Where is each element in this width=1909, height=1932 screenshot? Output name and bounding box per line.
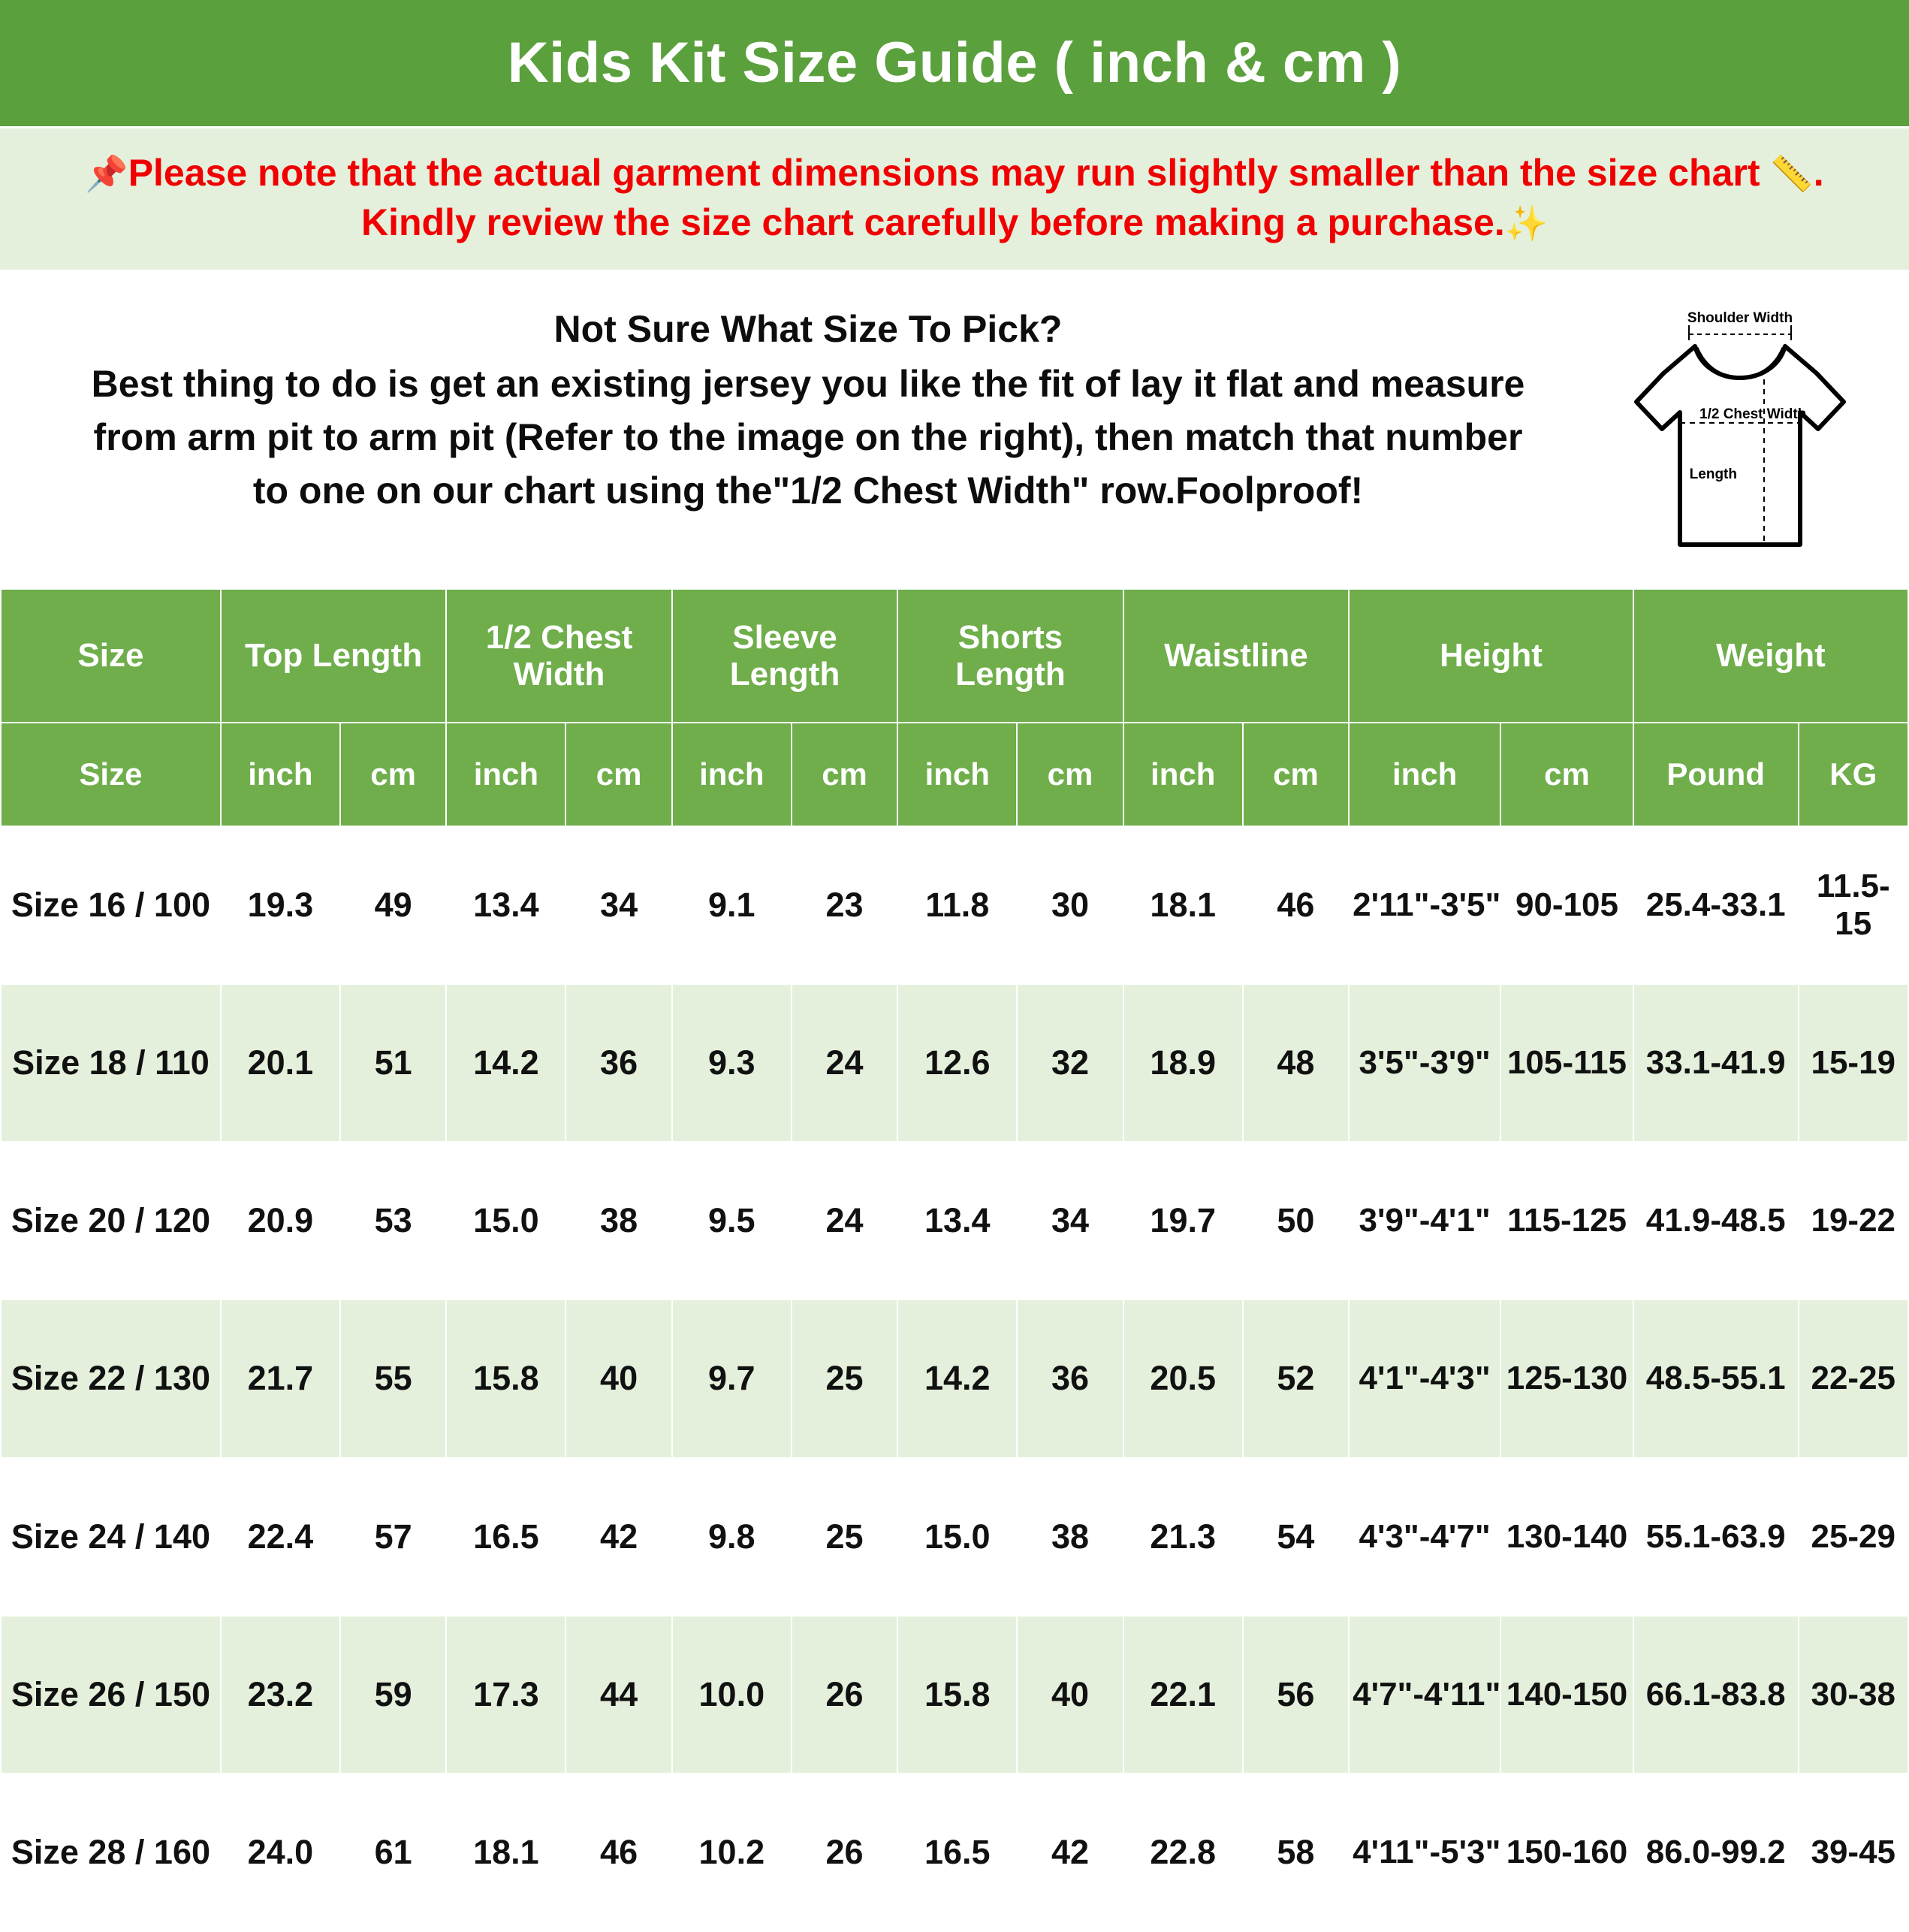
cell-waist-inch: 18.1 [1123, 826, 1243, 984]
cell-chest-inch: 15.0 [446, 1142, 565, 1300]
cell-height-cm: 115-125 [1500, 1142, 1633, 1300]
cell-shorts-inch: 12.6 [897, 984, 1017, 1142]
cell-height-inch: 4'1"-4'3" [1349, 1300, 1500, 1457]
cell-height-cm: 140-150 [1500, 1616, 1633, 1774]
cell-height-inch: 4'7"-4'11" [1349, 1616, 1500, 1774]
cell-sleeve-inch: 9.1 [672, 826, 792, 984]
unit-header-weight-kg: KG [1799, 723, 1908, 826]
cell-size: Size 20 / 120 [1, 1142, 221, 1300]
cell-chest-cm: 42 [565, 1458, 671, 1616]
cell-chest-cm: 40 [565, 1300, 671, 1457]
cell-waist-cm: 50 [1243, 1142, 1349, 1300]
cell-waist-cm: 56 [1243, 1616, 1349, 1774]
cell-weight-kg: 39-45 [1799, 1774, 1908, 1931]
svg-text:Shoulder Width: Shoulder Width [1687, 310, 1793, 326]
table-row [1, 984, 1908, 1142]
cell-chest-cm: 46 [565, 1774, 671, 1931]
sparkles-icon: ✨ [1504, 204, 1549, 243]
unit-header-height-inch: inch [1349, 723, 1500, 826]
cell-height-inch: 4'11"-5'3" [1349, 1774, 1500, 1931]
cell-height-inch: 3'9"-4'1" [1349, 1142, 1500, 1300]
unit-header-sleeve-cm: cm [792, 723, 897, 826]
unit-header-top-length-inch: inch [221, 723, 340, 826]
cell-shorts-inch: 16.5 [897, 1774, 1017, 1931]
table-body [1, 826, 1908, 1931]
size-chart-table [0, 588, 1909, 1932]
col-group-height: Height [1349, 589, 1633, 723]
cell-height-cm: 105-115 [1500, 984, 1633, 1142]
cell-weight-kg: 19-22 [1799, 1142, 1908, 1300]
col-group-top-length: Top Length [221, 589, 446, 723]
cell-waist-inch: 21.3 [1123, 1458, 1243, 1616]
cell-shorts-inch: 11.8 [897, 826, 1017, 984]
cell-top-length-cm: 53 [340, 1142, 446, 1300]
unit-header-top-length-cm: cm [340, 723, 446, 826]
cell-sleeve-inch: 10.0 [672, 1616, 792, 1774]
cell-chest-cm: 44 [565, 1616, 671, 1774]
cell-shorts-cm: 38 [1017, 1458, 1123, 1616]
cell-top-length-inch: 23.2 [221, 1616, 340, 1774]
table-row [1, 1300, 1908, 1457]
unit-header-shorts-inch: inch [897, 723, 1017, 826]
cell-size: Size 16 / 100 [1, 826, 221, 984]
cell-waist-cm: 52 [1243, 1300, 1349, 1457]
cell-sleeve-inch: 9.3 [672, 984, 792, 1142]
cell-top-length-cm: 59 [340, 1616, 446, 1774]
info-line-1: Not Sure What Size To Pick? [553, 308, 1063, 350]
cell-waist-inch: 22.8 [1123, 1774, 1243, 1931]
cell-weight-pound: 48.5-55.1 [1633, 1300, 1799, 1457]
unit-header-shorts-cm: cm [1017, 723, 1123, 826]
cell-height-cm: 90-105 [1500, 826, 1633, 984]
cell-sleeve-inch: 9.7 [672, 1300, 792, 1457]
unit-header-height-cm: cm [1500, 723, 1633, 826]
warning-note-text-1: Please note that the actual garment dimensions may run slightly smaller than the size chart [128, 152, 1771, 194]
tshirt-measure-icon [1605, 304, 1875, 575]
cell-height-cm: 150-160 [1500, 1774, 1633, 1931]
table-group-header-row [1, 589, 1908, 723]
col-group-waistline: Waistline [1123, 589, 1349, 723]
cell-weight-kg: 25-29 [1799, 1458, 1908, 1616]
cell-height-inch: 4'3"-4'7" [1349, 1458, 1500, 1616]
cell-sleeve-inch: 9.8 [672, 1458, 792, 1616]
cell-weight-pound: 66.1-83.8 [1633, 1616, 1799, 1774]
title-bar [0, 0, 1909, 128]
col-group-weight: Weight [1633, 589, 1908, 723]
warning-note-line-2 [30, 198, 1879, 247]
cell-size: Size 28 / 160 [1, 1774, 221, 1931]
table-row [1, 1458, 1908, 1616]
svg-text:1/2 Chest Width: 1/2 Chest Width [1699, 406, 1807, 422]
cell-top-length-cm: 55 [340, 1300, 446, 1457]
info-line-3: from arm pit to arm pit (Refer to the image on the right), then match that number [93, 416, 1523, 458]
cell-shorts-inch: 14.2 [897, 1300, 1017, 1457]
cell-chest-inch: 14.2 [446, 984, 565, 1142]
cell-top-length-inch: 20.9 [221, 1142, 340, 1300]
cell-height-cm: 130-140 [1500, 1458, 1633, 1616]
cell-waist-inch: 22.1 [1123, 1616, 1243, 1774]
cell-top-length-inch: 19.3 [221, 826, 340, 984]
cell-sleeve-cm: 23 [792, 826, 897, 984]
table-row [1, 1774, 1908, 1931]
cell-top-length-inch: 22.4 [221, 1458, 340, 1616]
cell-chest-inch: 15.8 [446, 1300, 565, 1457]
cell-weight-pound: 41.9-48.5 [1633, 1142, 1799, 1300]
unit-header-sleeve-inch: inch [672, 723, 792, 826]
cell-shorts-inch: 15.8 [897, 1616, 1017, 1774]
unit-header-chest-inch: inch [446, 723, 565, 826]
cell-size: Size 18 / 110 [1, 984, 221, 1142]
cell-chest-cm: 38 [565, 1142, 671, 1300]
cell-shorts-cm: 34 [1017, 1142, 1123, 1300]
cell-shorts-cm: 42 [1017, 1774, 1123, 1931]
cell-top-length-cm: 51 [340, 984, 446, 1142]
cell-chest-inch: 13.4 [446, 826, 565, 984]
cell-weight-pound: 33.1-41.9 [1633, 984, 1799, 1142]
col-group-sleeve-length: Sleeve Length [672, 589, 897, 723]
ruler-icon: 📏 [1770, 154, 1814, 193]
info-line-4: to one on our chart using the"1/2 Chest Width" row.Foolproof! [252, 469, 1364, 512]
cell-weight-kg: 11.5-15 [1799, 826, 1908, 984]
cell-sleeve-cm: 25 [792, 1300, 897, 1457]
info-line-2: Best thing to do is get an existing jersey you like the fit of lay it flat and measure [91, 363, 1525, 405]
cell-chest-inch: 16.5 [446, 1458, 565, 1616]
pin-icon: 📌 [85, 154, 128, 193]
svg-text:Length: Length [1689, 466, 1737, 482]
info-text-block [23, 292, 1594, 518]
cell-shorts-cm: 32 [1017, 984, 1123, 1142]
cell-sleeve-cm: 24 [792, 984, 897, 1142]
tshirt-diagram [1594, 292, 1886, 575]
cell-shorts-cm: 40 [1017, 1616, 1123, 1774]
cell-sleeve-cm: 25 [792, 1458, 897, 1616]
cell-weight-pound: 86.0-99.2 [1633, 1774, 1799, 1931]
cell-height-inch: 3'5"-3'9" [1349, 984, 1500, 1142]
unit-header-weight-pound: Pound [1633, 723, 1799, 826]
col-group-shorts-length: Shorts Length [897, 589, 1123, 723]
cell-weight-kg: 22-25 [1799, 1300, 1908, 1457]
cell-sleeve-cm: 26 [792, 1774, 897, 1931]
cell-chest-cm: 34 [565, 826, 671, 984]
cell-weight-kg: 15-19 [1799, 984, 1908, 1142]
cell-weight-kg: 30-38 [1799, 1616, 1908, 1774]
unit-header-size: Size [1, 723, 221, 826]
table-row [1, 1616, 1908, 1774]
cell-size: Size 22 / 130 [1, 1300, 221, 1457]
cell-waist-inch: 19.7 [1123, 1142, 1243, 1300]
col-group-size: Size [1, 589, 221, 723]
cell-sleeve-inch: 10.2 [672, 1774, 792, 1931]
cell-chest-cm: 36 [565, 984, 671, 1142]
col-group-half-chest-width: 1/2 Chest Width [446, 589, 671, 723]
cell-waist-inch: 18.9 [1123, 984, 1243, 1142]
warning-note [0, 128, 1909, 270]
cell-waist-inch: 20.5 [1123, 1300, 1243, 1457]
unit-header-waist-inch: inch [1123, 723, 1243, 826]
cell-chest-inch: 18.1 [446, 1774, 565, 1931]
cell-shorts-cm: 30 [1017, 826, 1123, 984]
unit-header-waist-cm: cm [1243, 723, 1349, 826]
cell-top-length-cm: 61 [340, 1774, 446, 1931]
cell-waist-cm: 58 [1243, 1774, 1349, 1931]
cell-size: Size 26 / 150 [1, 1616, 221, 1774]
info-band [0, 270, 1909, 588]
cell-sleeve-cm: 24 [792, 1142, 897, 1300]
cell-top-length-inch: 21.7 [221, 1300, 340, 1457]
cell-sleeve-inch: 9.5 [672, 1142, 792, 1300]
cell-shorts-inch: 13.4 [897, 1142, 1017, 1300]
page-title: Kids Kit Size Guide ( inch & cm ) [507, 31, 1402, 95]
cell-shorts-cm: 36 [1017, 1300, 1123, 1457]
cell-shorts-inch: 15.0 [897, 1458, 1017, 1616]
cell-chest-inch: 17.3 [446, 1616, 565, 1774]
unit-header-chest-cm: cm [565, 723, 671, 826]
warning-note-text-2: Kindly review the size chart carefully before making a purchase. [360, 201, 1505, 243]
cell-height-cm: 125-130 [1500, 1300, 1633, 1457]
cell-top-length-inch: 24.0 [221, 1774, 340, 1931]
cell-height-inch: 2'11"-3'5" [1349, 826, 1500, 984]
cell-top-length-inch: 20.1 [221, 984, 340, 1142]
cell-weight-pound: 55.1-63.9 [1633, 1458, 1799, 1616]
cell-sleeve-cm: 26 [792, 1616, 897, 1774]
cell-weight-pound: 25.4-33.1 [1633, 826, 1799, 984]
cell-waist-cm: 48 [1243, 984, 1349, 1142]
cell-top-length-cm: 57 [340, 1458, 446, 1616]
cell-waist-cm: 54 [1243, 1458, 1349, 1616]
table-row [1, 826, 1908, 984]
table-unit-header-row [1, 723, 1908, 826]
table-row [1, 1142, 1908, 1300]
cell-top-length-cm: 49 [340, 826, 446, 984]
cell-size: Size 24 / 140 [1, 1458, 221, 1616]
cell-waist-cm: 46 [1243, 826, 1349, 984]
warning-note-text-1-end: . [1813, 152, 1824, 194]
warning-note-line-1 [30, 148, 1879, 198]
